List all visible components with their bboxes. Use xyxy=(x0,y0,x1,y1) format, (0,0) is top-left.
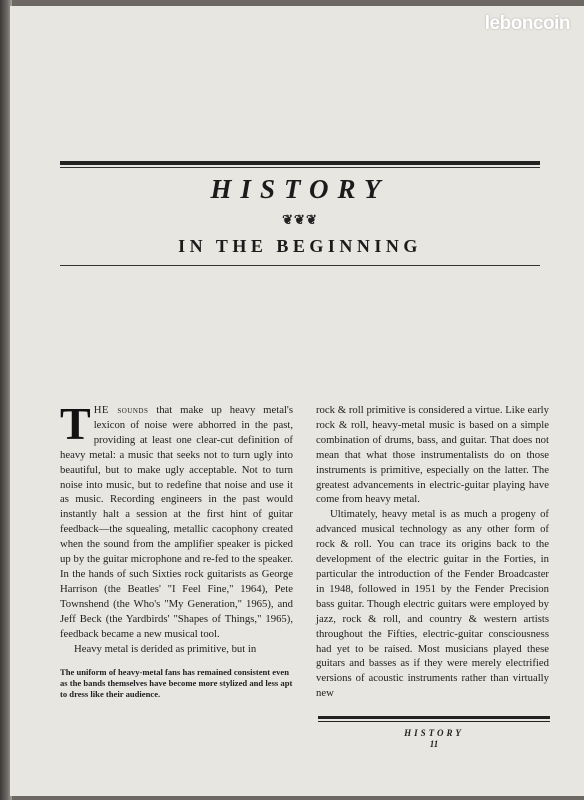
header-top-rule xyxy=(60,161,540,165)
left-column xyxy=(60,398,293,656)
header-top-thin-rule xyxy=(60,167,540,168)
chapter-title: HISTORY xyxy=(210,174,390,204)
footer-thick-rule xyxy=(318,716,550,719)
running-footer: HISTORY xyxy=(404,728,464,738)
lead-in: HE sounds xyxy=(93,404,149,416)
paragraph: Ultimately, heavy metal is as much a progeny of advanced musical technology as any other form of rock & roll. You can trace its origins back to the development of the electric guitar in the Forties, in particular the introduction of the Fender Broadcaster in 1948, followed in 1951 by the Fender Precision bass guitar. Though electric guitars were employed by jazz, rock & roll, and country & western artists throughout the Fifties, electric-guitar consciousness had yet to be raised. Most musicians played these guitars and basses as if they were merely electrified versions of acoustic instruments rather than virtually new xyxy=(316,508,549,700)
header-bottom-rule xyxy=(60,265,540,266)
paragraph: Heavy metal is derided as primitive, but in xyxy=(74,642,257,655)
paragraph: rock & roll primitive is considered a virtue. Like early rock & roll, heavy-metal music is based on a simple combination of drums, bass, and guitar. That does not mean that what those instrumentalists do on those instruments is primitive, especially on the latter. The greatest advancements in electric-guitar playing have come from heavy metal. xyxy=(316,404,549,506)
drop-cap: T xyxy=(60,398,91,449)
ornament-divider: ❦❦❦ xyxy=(282,212,318,227)
section-subtitle: IN THE BEGINNING xyxy=(178,236,422,256)
watermark-logo: leboncoin xyxy=(484,13,570,34)
photo-caption: The uniform of heavy-metal fans has remained consistent even as the bands themselves have become more stylized and less apt to dress like their audience. xyxy=(60,667,293,699)
footer-thin-rule xyxy=(318,721,550,722)
page-number: 11 xyxy=(429,739,439,749)
right-column xyxy=(316,403,549,701)
paragraph-text: that make up heavy metal's lexicon of noise were abhorred in the past, providing at least one clear-cut definition of heavy metal: a music that seeks not to turn ugly into beautiful, but to make ugly acceptable. Not to turn noise into music, but to redefine that noise and use it as music. Recording engineers in the past would instantly halt a session at the first hint of guitar feedback—the squealing, metallic cacophony created when the sound from the amplifier speaker is picked up by the guitar microphone and re-fed to the speaker. In the hands of such Sixties rock guitarists as George Harrison (the Beatles' "I Feel Fine," 1964), Pete Townshend (the Who's "My Generation," 1965), and Jeff Beck (the Yardbirds' "Shapes of Things," 1965), feedback became a new musical tool. xyxy=(60,404,293,640)
paragraph xyxy=(60,398,293,642)
